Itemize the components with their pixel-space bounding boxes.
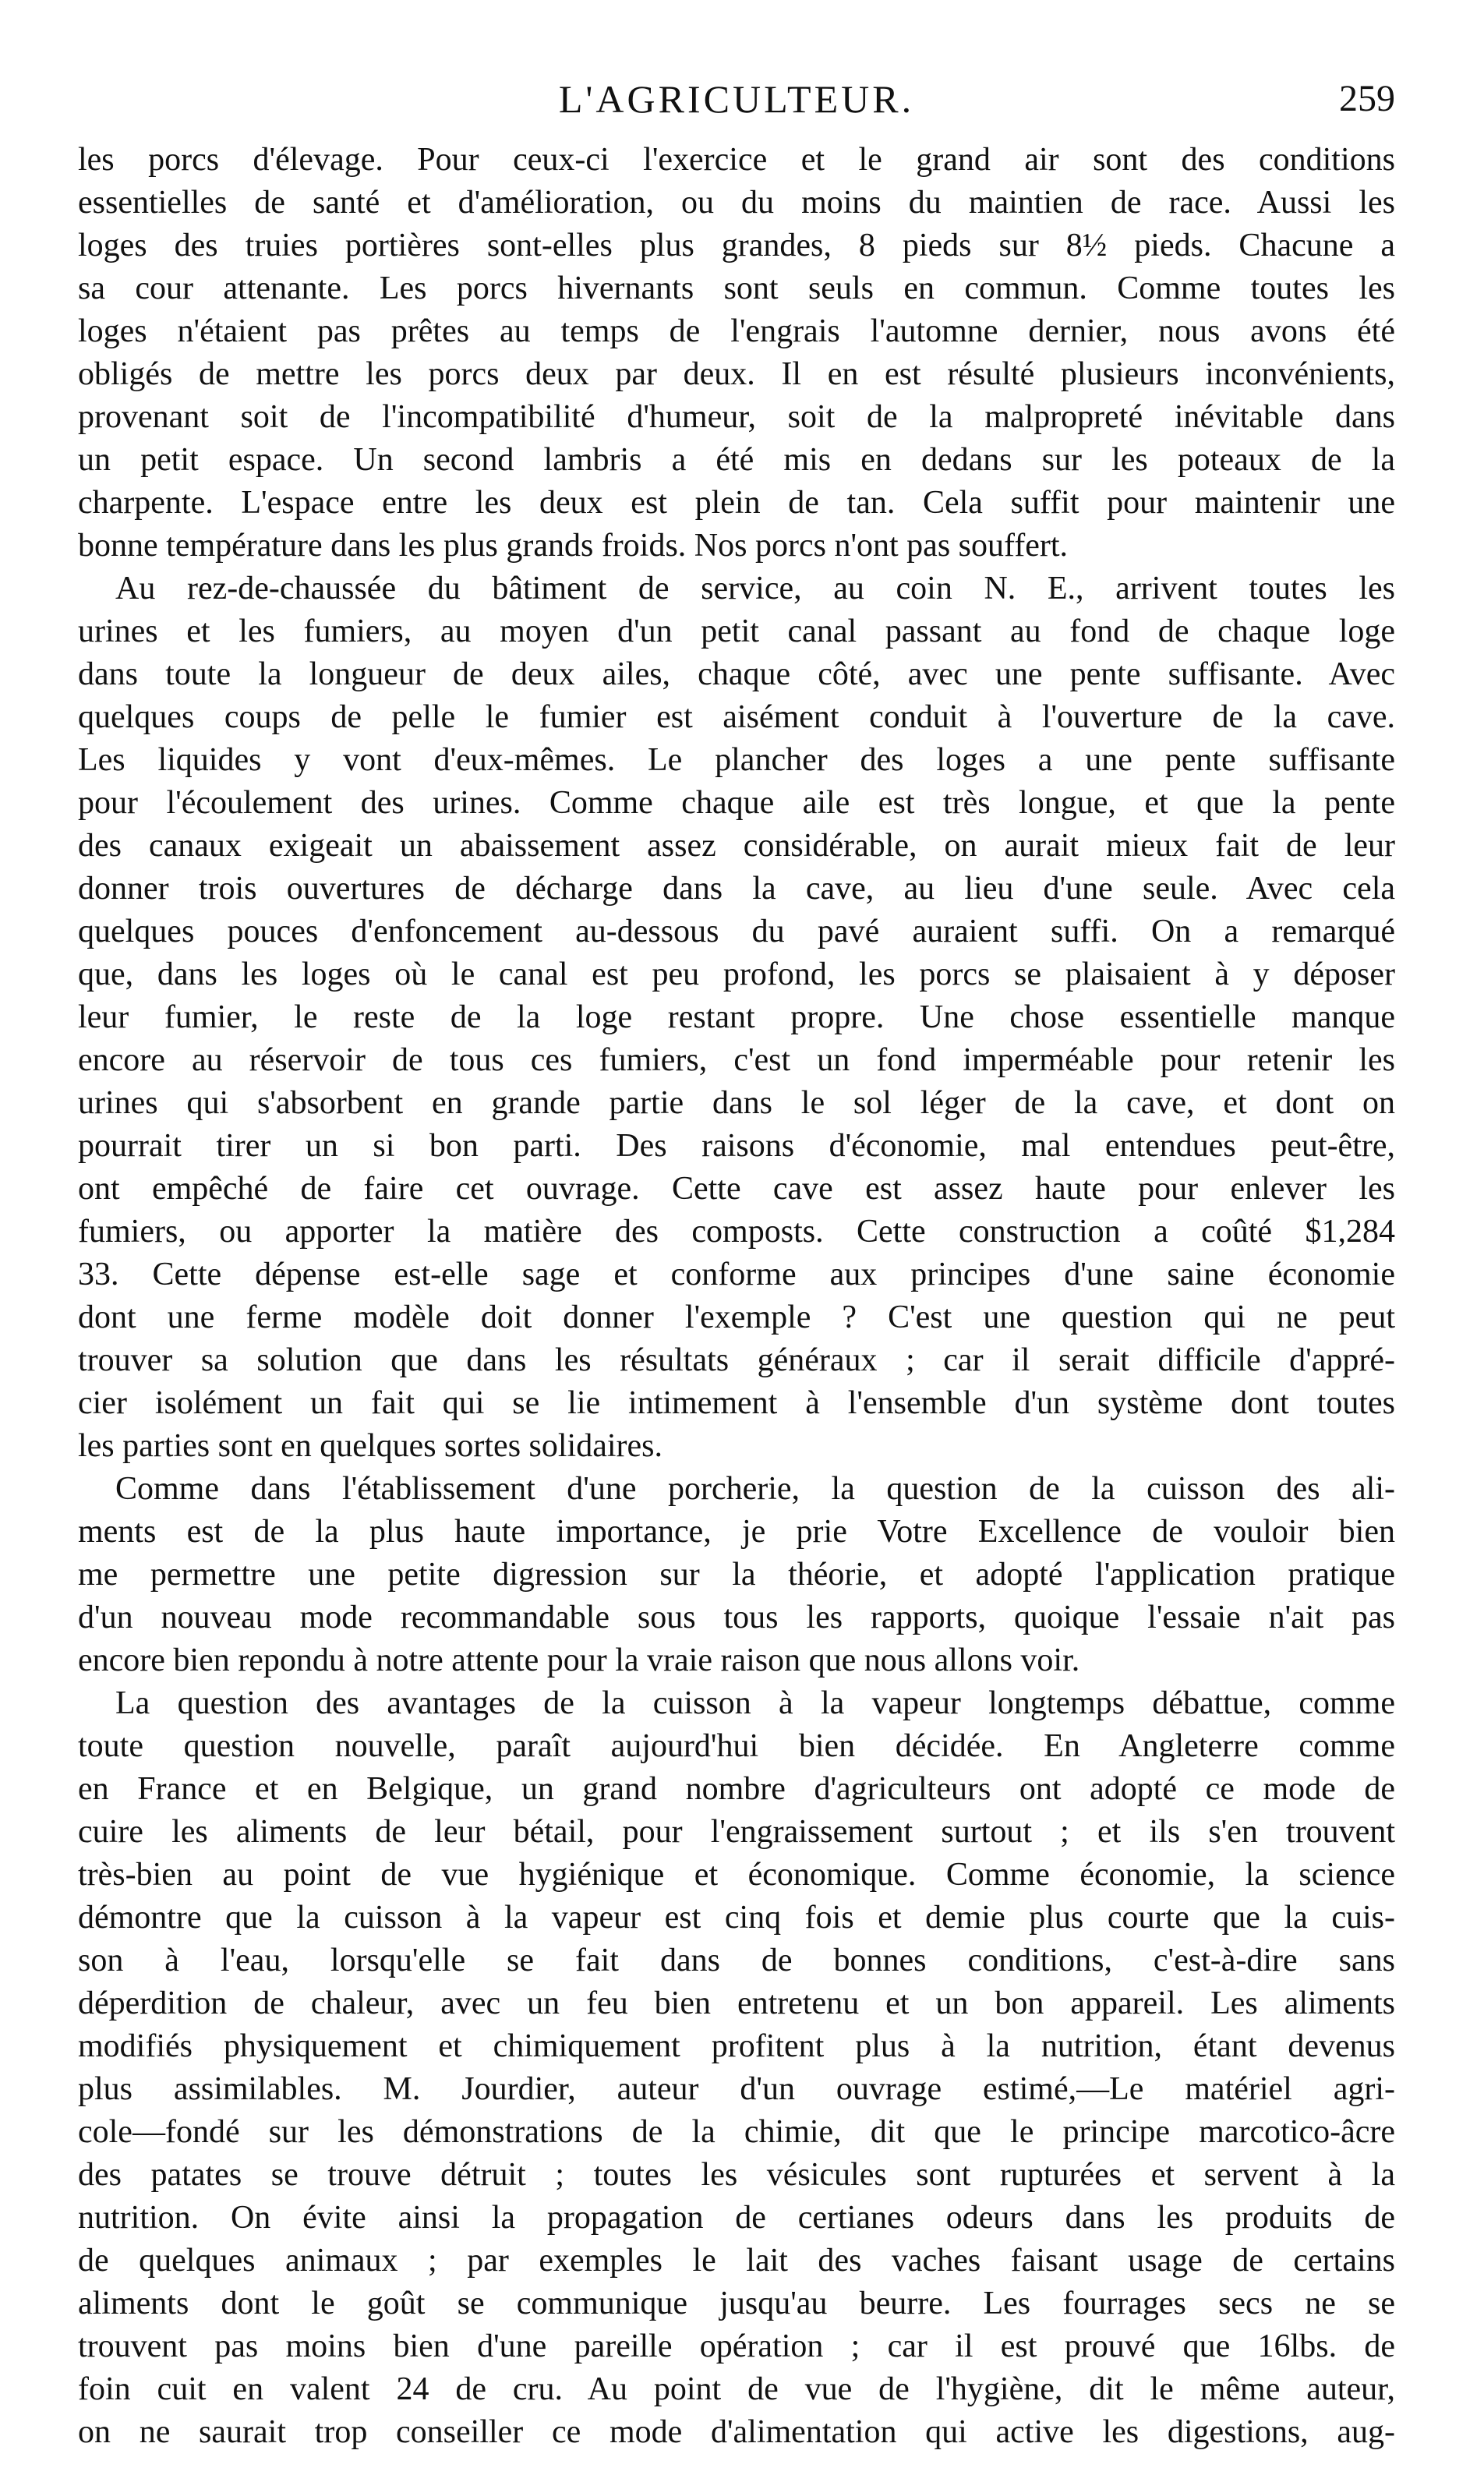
text-line: charpente. L'espace entre les deux est plein de tan. Cela suffit pour maintenir une — [78, 485, 1395, 521]
text-line: plus assimilables. M. Jourdier, auteur d'un ouvrage estimé,—Le matériel agri- — [78, 2071, 1395, 2107]
text-line: les parties sont en quelques sortes solidaires. — [78, 1428, 663, 1464]
text-line: cole—fondé sur les démonstrations de la chimie, dit que le principe marcotico-âcre — [78, 2114, 1395, 2150]
paragraph — [78, 1682, 1395, 2454]
text-line: pour l'écoulement des urines. Comme chaque aile est très longue, et que la pente — [78, 785, 1395, 821]
text-line: pourrait tirer un si bon parti. Des raisons d'économie, mal entendues peut-être, — [78, 1128, 1395, 1164]
page-number: 259 — [1339, 78, 1395, 119]
text-line: on ne saurait trop conseiller ce mode d'alimentation qui active les digestions, aug- — [78, 2414, 1395, 2450]
text-line: ments est de la plus haute importance, je prie Votre Excellence de vouloir bien — [78, 1514, 1395, 1550]
text-line: toute question nouvelle, paraît aujourd'hui bien décidée. En Angleterre comme — [78, 1728, 1395, 1764]
paragraph — [78, 139, 1395, 567]
text-line: donner trois ouvertures de décharge dans la cave, au lieu d'une seule. Avec cela — [78, 871, 1395, 907]
text-line: aliments dont le goût se communique jusqu'au beurre. Les fourrages secs ne se — [78, 2286, 1395, 2321]
text-line: en France et en Belgique, un grand nombre d'agriculteurs ont adopté ce mode de — [78, 1771, 1395, 1807]
text-line: Comme dans l'établissement d'une porcherie, la question de la cuisson des ali- — [115, 1471, 1395, 1507]
text-line: des canaux exigeait un abaissement assez considérable, on aurait mieux fait de leur — [78, 828, 1395, 864]
text-line: ont empêché de faire cet ouvrage. Cette cave est assez haute pour enlever les — [78, 1171, 1395, 1207]
text-line: trouver sa solution que dans les résultats généraux ; car il serait difficile d'appré- — [78, 1342, 1395, 1378]
text-line: obligés de mettre les porcs deux par deux. Il en est résulté plusieurs inconvénients, — [78, 356, 1395, 392]
text-line: loges n'étaient pas prêtes au temps de l'engrais l'automne dernier, nous avons été — [78, 313, 1395, 349]
text-line: nutrition. On évite ainsi la propagation de certianes odeurs dans les produits de — [78, 2200, 1395, 2236]
text-line: quelques pouces d'enfoncement au-dessous du pavé auraient suffi. On a remarqué — [78, 914, 1395, 949]
text-line: encore bien repondu à notre attente pour la vraie raison que nous allons voir. — [78, 1642, 1080, 1678]
text-line: trouvent pas moins bien d'une pareille opération ; car il est prouvé que 16lbs. de — [78, 2328, 1395, 2364]
paragraph — [78, 567, 1395, 1468]
text-line: les porcs d'élevage. Pour ceux-ci l'exercice et le grand air sont des conditions — [78, 142, 1395, 178]
text-line: bonne température dans les plus grands froids. Nos porcs n'ont pas souffert. — [78, 528, 1069, 564]
text-line: de quelques animaux ; par exemples le lait des vaches faisant usage de certains — [78, 2243, 1395, 2279]
running-head — [78, 72, 1395, 126]
text-line: fumiers, ou apporter la matière des composts. Cette construction a coûté $1,284 — [78, 1214, 1395, 1250]
text-line: Au rez-de-chaussée du bâtiment de service, au coin N. E., arrivent toutes les — [115, 571, 1395, 606]
text-line: déperdition de chaleur, avec un feu bien entretenu et un bon appareil. Les aliments — [78, 1985, 1395, 2021]
text-line: cier isolément un fait qui se lie intimement à l'ensemble d'un système dont toutes — [78, 1385, 1395, 1421]
text-line: que, dans les loges où le canal est peu profond, les porcs se plaisaient à y déposer — [78, 956, 1395, 992]
text-line: provenant soit de l'incompatibilité d'humeur, soit de la malpropreté inévitable dans — [78, 399, 1395, 435]
text-line: loges des truies portières sont-elles plus grandes, 8 pieds sur 8½ pieds. Chacune a — [78, 228, 1395, 263]
text-line: démontre que la cuisson à la vapeur est cinq fois et demie plus courte que la cuis- — [78, 1900, 1395, 1936]
text-line: urines et les fumiers, au moyen d'un petit canal passant au fond de chaque loge — [78, 613, 1395, 649]
paragraph — [78, 1468, 1395, 1682]
text-line: d'un nouveau mode recommandable sous tous les rapports, quoique l'essaie n'ait pas — [78, 1600, 1395, 1635]
text-line: modifiés physiquement et chimiquement profitent plus à la nutrition, étant devenus — [78, 2028, 1395, 2064]
text-line: son à l'eau, lorsqu'elle se fait dans de bonnes conditions, c'est-à-dire sans — [78, 1943, 1395, 1978]
text-line: encore au réservoir de tous ces fumiers, c'est un fond imperméable pour retenir les — [78, 1042, 1395, 1078]
text-line: sa cour attenante. Les porcs hivernants sont seuls en commun. Comme toutes les — [78, 270, 1395, 306]
text-line: me permettre une petite digression sur la théorie, et adopté l'application pratique — [78, 1557, 1395, 1593]
text-line: essentielles de santé et d'amélioration, ou du moins du maintien de race. Aussi les — [78, 185, 1395, 221]
text-line: leur fumier, le reste de la loge restant propre. Une chose essentielle manque — [78, 999, 1395, 1035]
text-line: foin cuit en valent 24 de cru. Au point de vue de l'hygiène, dit le même auteur, — [78, 2371, 1395, 2407]
text-line: quelques coups de pelle le fumier est aisément conduit à l'ouverture de la cave. — [78, 699, 1395, 735]
text-line: dont une ferme modèle doit donner l'exemple ? C'est une question qui ne peut — [78, 1299, 1395, 1335]
text-line: cuire les aliments de leur bétail, pour l'engraissement surtout ; et ils s'en trouvent — [78, 1814, 1395, 1850]
running-title: L'AGRICULTEUR. — [558, 77, 915, 121]
text-line: Les liquides y vont d'eux-mêmes. Le plancher des loges a une pente suffisante — [78, 742, 1395, 778]
body-text — [78, 139, 1395, 2454]
text-line: 33. Cette dépense est-elle sage et conforme aux principes d'une saine économie — [78, 1257, 1395, 1292]
text-line: La question des avantages de la cuisson à la vapeur longtemps débattue, comme — [115, 1685, 1395, 1721]
text-line: dans toute la longueur de deux ailes, chaque côté, avec une pente suffisante. Avec — [78, 656, 1395, 692]
text-line: un petit espace. Un second lambris a été mis en dedans sur les poteaux de la — [78, 442, 1395, 478]
text-line: des patates se trouve détruit ; toutes les vésicules sont rupturées et servent à la — [78, 2157, 1395, 2193]
text-line: très-bien au point de vue hygiénique et économique. Comme économie, la science — [78, 1857, 1395, 1893]
text-line: urines qui s'absorbent en grande partie dans le sol léger de la cave, et dont on — [78, 1085, 1395, 1121]
